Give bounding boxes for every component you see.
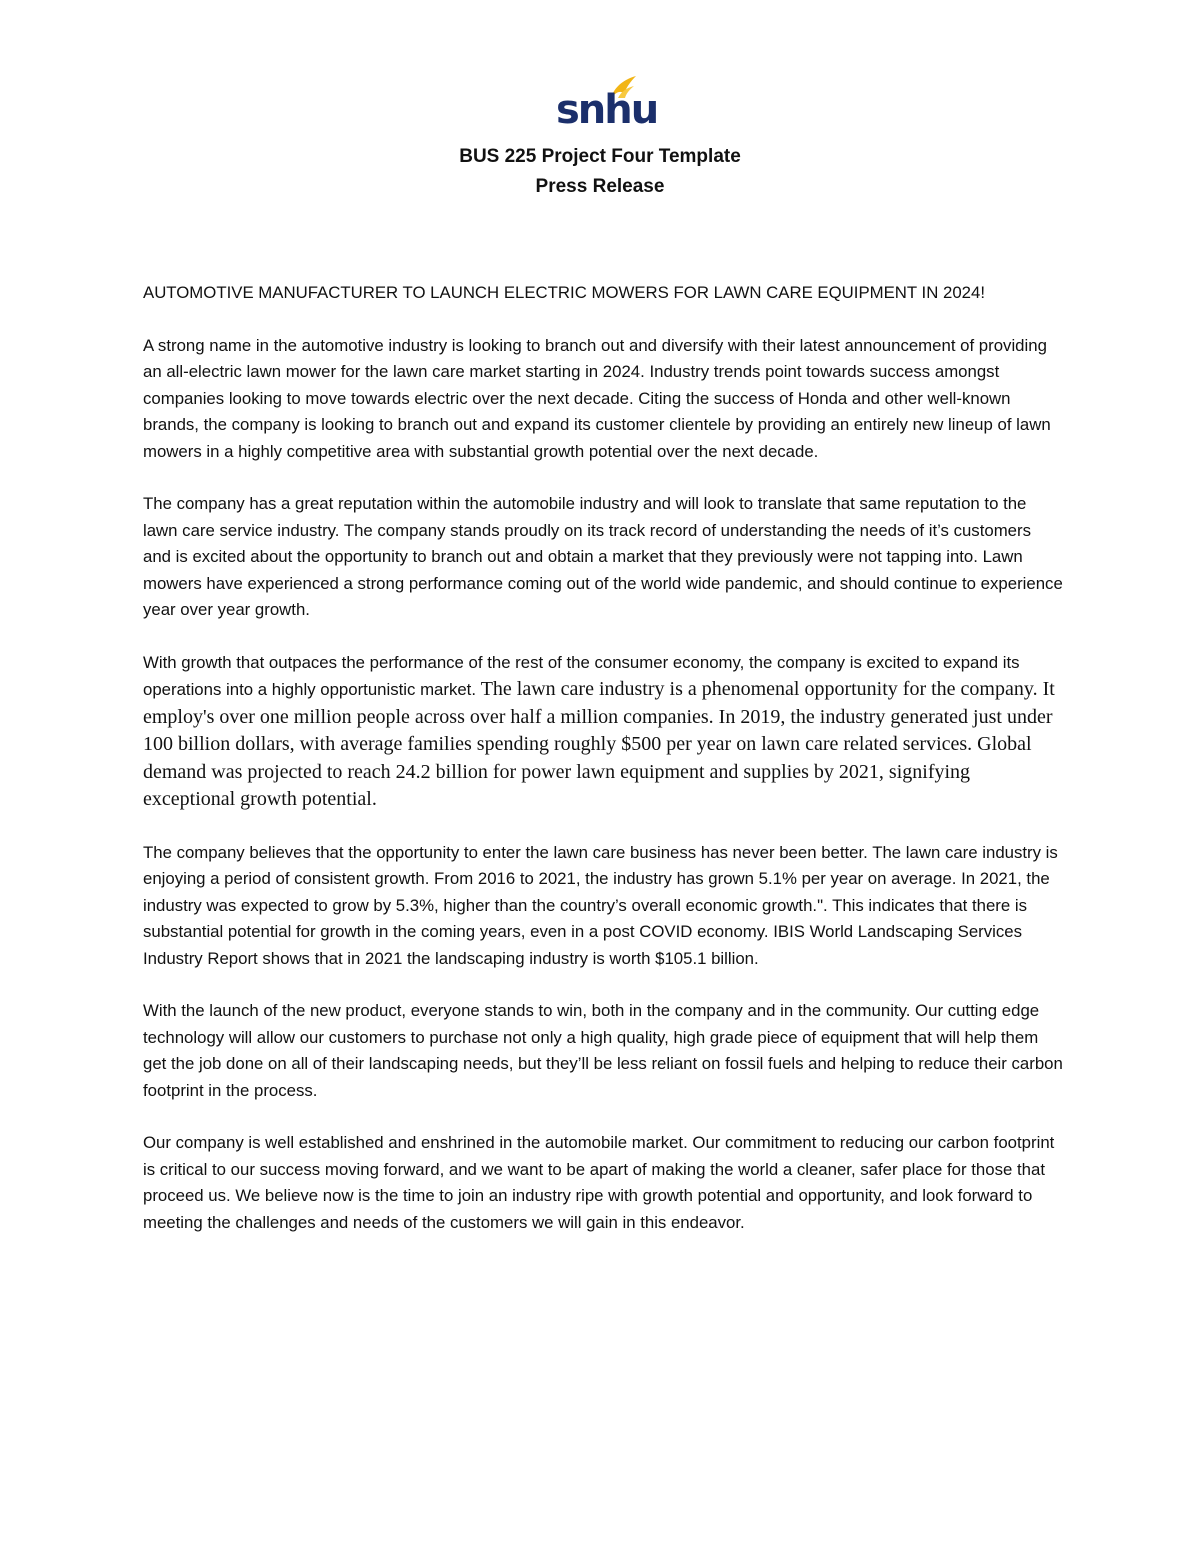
snhu-logo [556,74,658,133]
press-release-body [143,280,1063,1262]
paragraph-market [143,650,1063,814]
logo-wordmark: snhu [556,87,658,133]
press-release-headline: AUTOMOTIVE MANUFACTURER TO LAUNCH ELECTRIC MOWERS FOR LAWN CARE EQUIPMENT IN 2024! [143,283,985,302]
paragraph-commitment: Our company is well established and enshrined in the automobile market. Our commitment to reducing our carbon footprint is critical to our success moving forward, and we want to be apart of making the world a cleaner, safer place for those that proceed us. We believe now is the time to join an industry ripe with growth potential and opportunity, and look forward to meeting the challenges and needs of the customers we will gain in this endeavor. [143,1133,1055,1232]
paragraph-reputation: The company has a great reputation within the automobile industry and will look to translate that same reputation to the lawn care service industry. The company stands proudly on its track record of understanding the needs of it’s customers and is excited about the opportunity to branch out and obtain a market that they previously were not tapping into. Lawn mowers have experienced a strong performance coming out of the world wide pandemic, and should continue to experience year over year growth. [143,494,1063,619]
paragraph-market-stats: The lawn care industry is a phenomenal opportunity for the company. It employ's over one million people across over half a million companies. In 2019, the industry generated just under 100 billion dollars, with average families spending roughly $500 per year on lawn care related services. Global demand was projected to reach 24.2 billion for power lawn equipment and supplies by 2021, signifying exceptional growth potential. [143,678,1055,810]
document-subtitle: Press Release [535,176,665,197]
paragraph-intro: A strong name in the automotive industry is looking to branch out and diversify with their latest announcement of providing an all-electric lawn mower for the lawn care market starting in 2024. Industry trends point towards success amongst companies looking to move towards electric over the next decade. Citing the success of Honda and other well-known brands, the company is looking to branch out and expand its customer clientele by providing an entirely new lineup of lawn mowers in a highly competitive area with substantial growth potential over the next decade. [143,335,1051,461]
paragraph-market-lead: With growth that outpaces the performance of the rest of the consumer economy, the company is excited to expand its operations into a highly opportunistic market. [143,652,1020,699]
paragraph-launch: With the launch of the new product, everyone stands to win, both in the company and in the community. Our cutting edge technology will allow our customers to purchase not only a high quality, high grade piece of equipment that will help them get the job done on all of their landscaping needs, but they’ll be less reliant on fossil fuels and helping to reduce their carbon footprint in the process. [143,1001,1063,1100]
document-title: BUS 225 Project Four Template [459,146,741,167]
paragraph-growth: The company believes that the opportunity to enter the lawn care business has never been better. The lawn care industry is enjoying a period of consistent growth. From 2016 to 2021, the industry has grown 5.1% per year on average. In 2021, the industry was expected to grow by 5.3%, higher than the country’s overall economic growth.". This indicates that there is substantial potential for growth in the coming years, even in a post COVID economy. IBIS World Landscaping Services Industry Report shows that in 2021 the landscaping industry is worth $105.1 billion. [143,842,1058,968]
